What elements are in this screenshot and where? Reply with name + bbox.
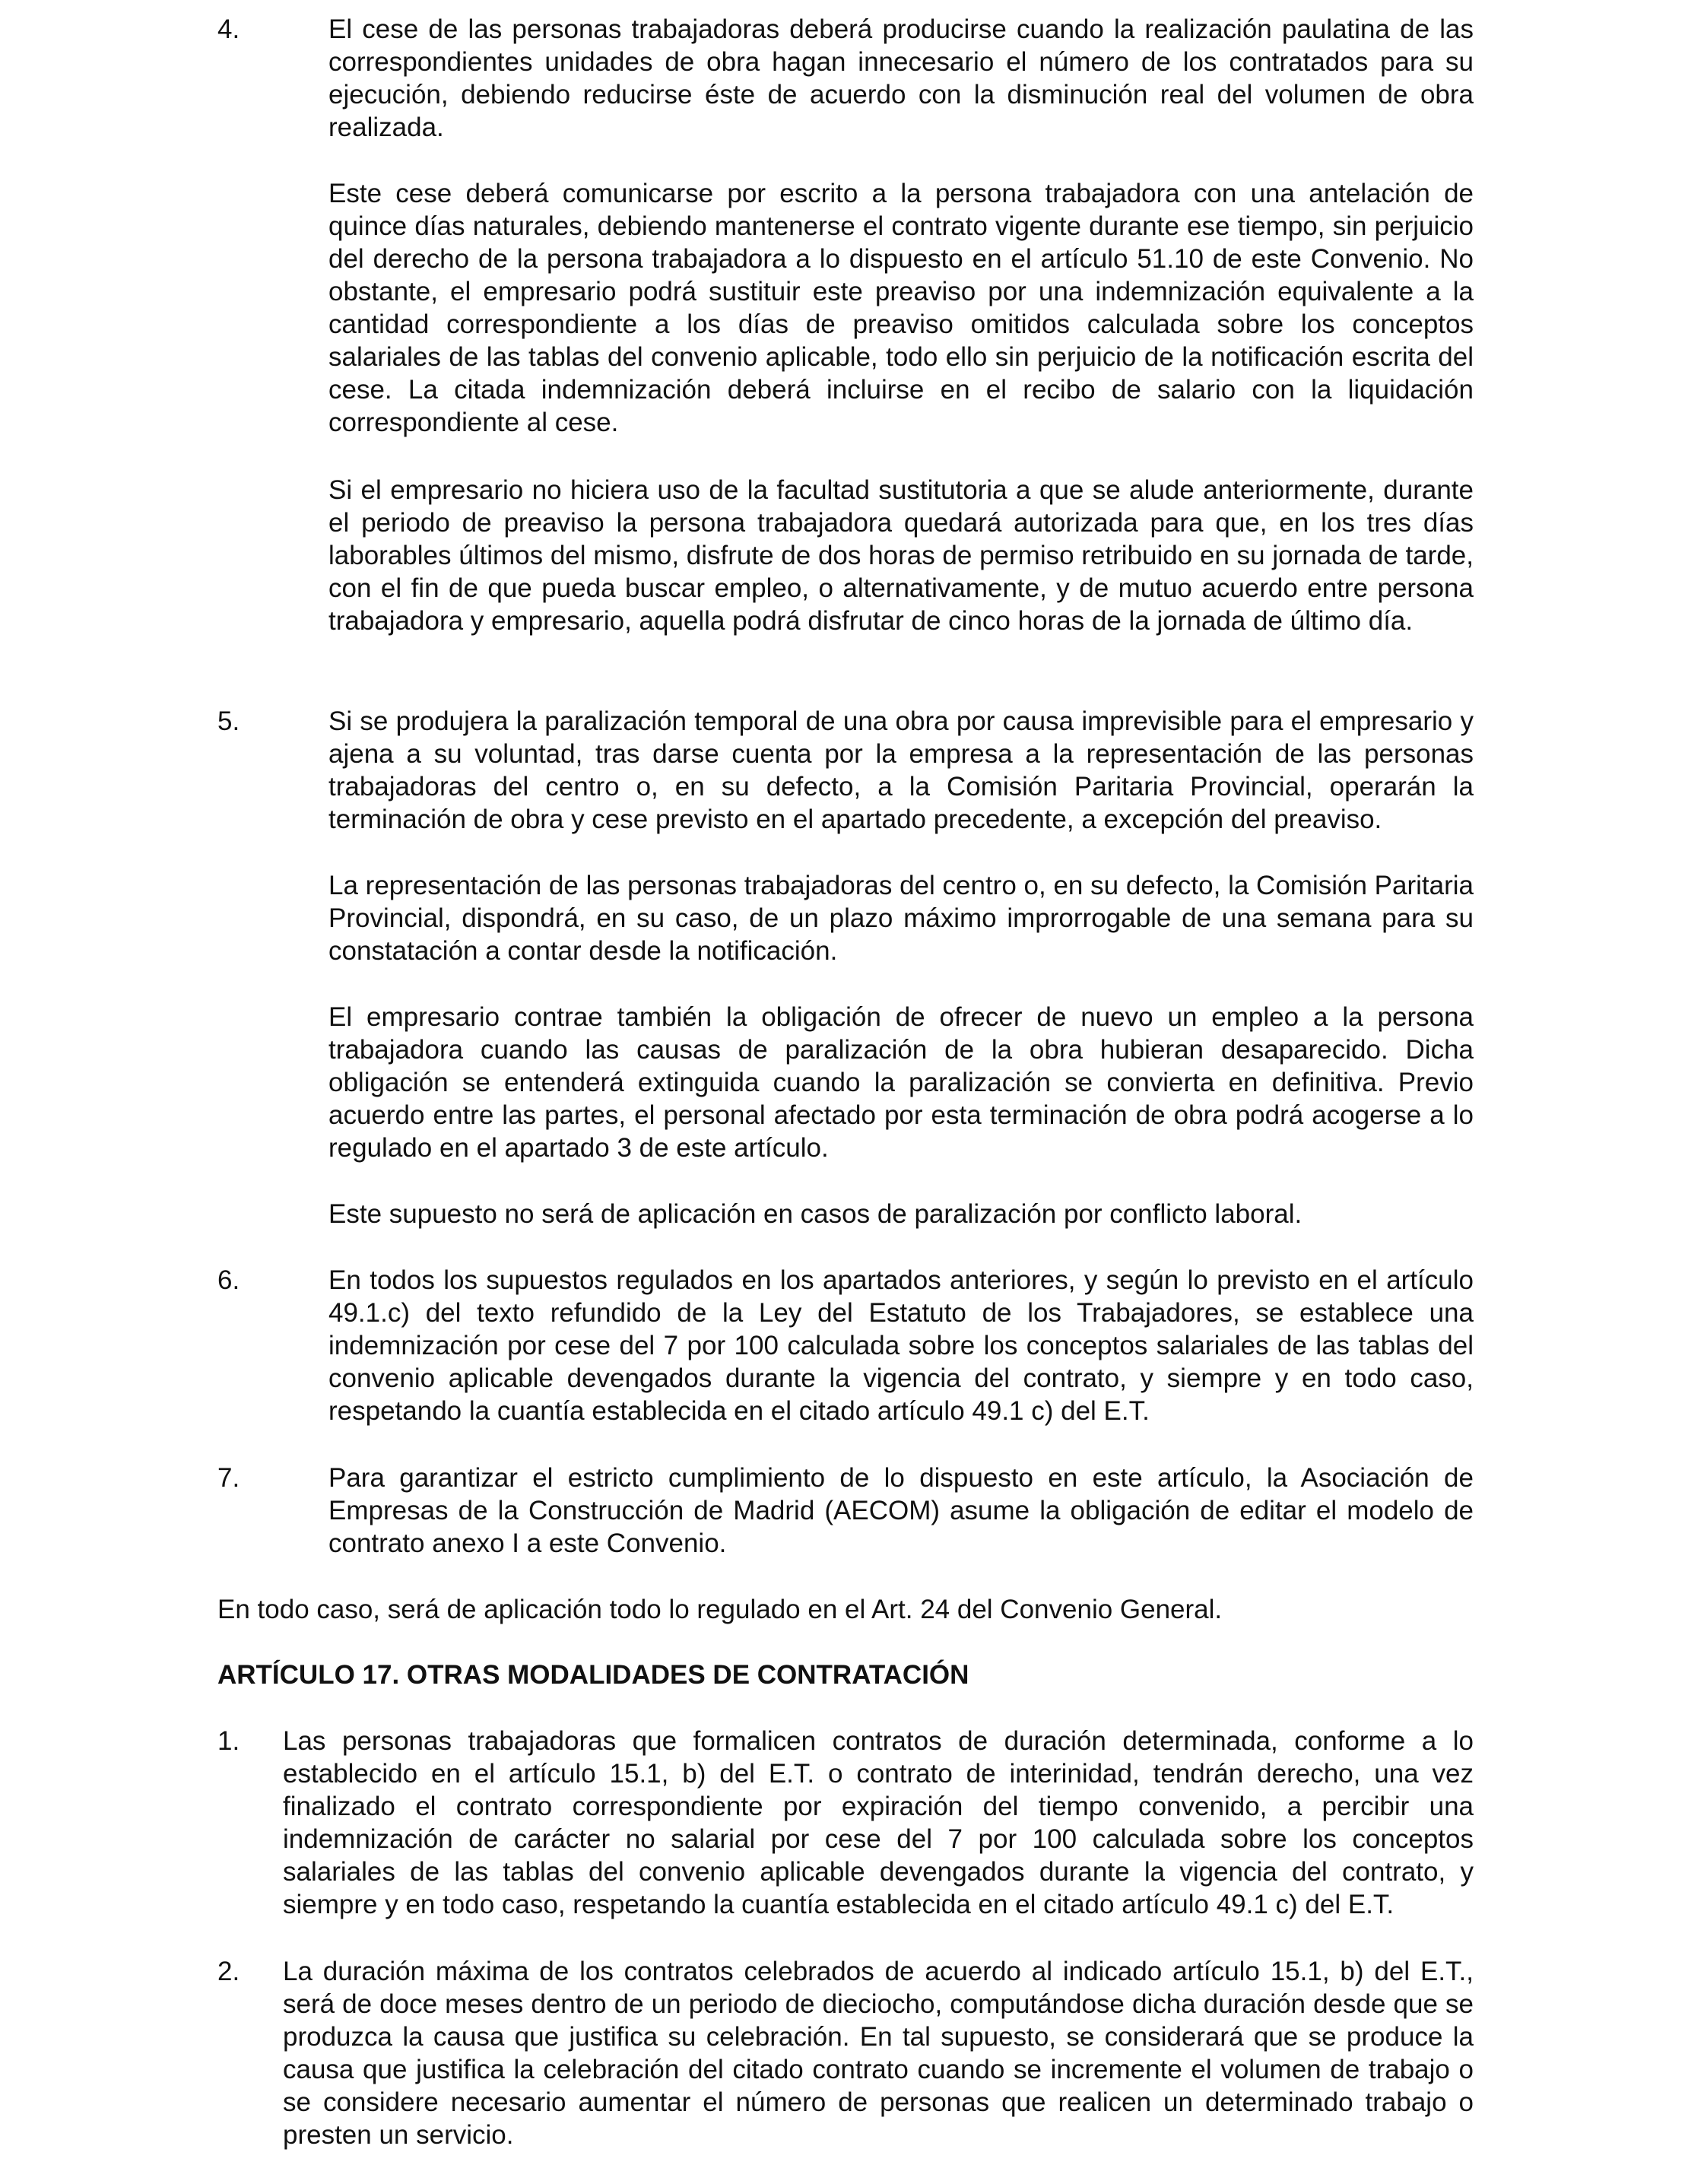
item-4-paragraph-3: Si el empresario no hiciera uso de la facultad sustitutoria a que se alude anteriormente, durante el periodo de preaviso la persona trabajadora quedará autorizada para que, en los tres días laborables últimos del mismo, disfrute de dos horas de permiso retribuido en su jornada de tarde, con el fin de que pueda buscar empleo, o alternativamente, y de mutuo acuerdo entre persona trabajadora y empresario, aquella podrá disfrutar de cinco horas de la jornada de último día.	[328, 475, 1474, 636]
article-17-item-2-text: La duración máxima de los contratos celebrados de acuerdo al indicado artículo 15.1, b) del E.T., será de doce meses dentro de un periodo de dieciocho, computándose dicha duración desde que se produzca la causa que justifica su celebración. En tal supuesto, se considerará que se produce la causa que justifica la celebración del citado contrato cuando se incremente el volumen de trabajo o se considere necesario aumentar el número de personas que realicen un determinado trabajo o presten un servicio.	[283, 1957, 1474, 2150]
item-number-5: 5.	[217, 706, 240, 736]
item-5-paragraph-2: La representación de las personas trabajadoras del centro o, en su defecto, la Comisión Paritaria Provincial, dispondrá, en su caso, de un plazo máximo improrrogable de una semana para su constatación a contar desde la notificación.	[328, 871, 1474, 966]
item-number-6: 6.	[217, 1265, 240, 1295]
item-number-7: 7.	[217, 1463, 240, 1493]
item-6-paragraph-1: En todos los supuestos regulados en los apartados anteriores, y según lo previsto en el artículo 49.1.c) del texto refundido de la Ley del Estatuto de los Trabajadores, se establece una indemnización por cese del 7 por 100 calculada sobre los conceptos salariales de las tablas del convenio aplicable devengados durante la vigencia del contrato, y siempre y en todo caso, respetando la cuantía establecida en el citado artículo 49.1 c) del E.T.	[328, 1265, 1474, 1426]
item-5-paragraph-3: El empresario contrae también la obligación de ofrecer de nuevo un empleo a la persona trabajadora cuando las causas de paralización de la obra hubieran desaparecido. Dicha obligación se entenderá extinguida cuando la paralización se convierta en definitiva. Previo acuerdo entre las partes, el personal afectado por esta terminación de obra podrá acogerse a lo regulado en el apartado 3 de este artículo.	[328, 1002, 1474, 1163]
article-17-heading: ARTÍCULO 17. OTRAS MODALIDADES DE CONTRATACIÓN	[217, 1660, 969, 1690]
item-5-paragraph-1: Si se produjera la paralización temporal de una obra por causa imprevisible para el empresario y ajena a su voluntad, tras darse cuenta por la empresa a la representación de las personas trabajadoras del centro o, en su defecto, a la Comisión Paritaria Provincial, operarán la terminación de obra y cese previsto en el apartado precedente, a excepción del preaviso.	[328, 706, 1474, 834]
item-4-paragraph-1: El cese de las personas trabajadoras deberá producirse cuando la realización paulatina de las correspondientes unidades de obra hagan innecesario el número de los contratados para su ejecución, debiendo reducirse éste de acuerdo con la disminución real del volumen de obra realizada.	[328, 14, 1474, 142]
article-17-item-number-2: 2.	[217, 1957, 240, 1986]
closing-paragraph: En todo caso, será de aplicación todo lo regulado en el Art. 24 del Convenio General.	[217, 1595, 1223, 1624]
item-7-paragraph-1: Para garantizar el estricto cumplimiento de lo dispuesto en este artículo, la Asociación de Empresas de la Construcción de Madrid (AECOM) asume la obligación de editar el modelo de contrato anexo I a este Convenio.	[328, 1463, 1474, 1558]
article-17-item-1-text: Las personas trabajadoras que formalicen contratos de duración determinada, conforme a lo establecido en el artículo 15.1, b) del E.T. o contrato de interinidad, tendrán derecho, una vez finalizado el contrato correspondiente por expiración del tiempo convenido, a percibir una indemnización de carácter no salarial por cese del 7 por 100 calculada sobre los conceptos salariales de las tablas del convenio aplicable devengados durante la vigencia del contrato, y siempre y en todo caso, respetando la cuantía establecida en el citado artículo 49.1 c) del E.T.	[283, 1726, 1474, 1919]
item-5-paragraph-4: Este supuesto no será de aplicación en casos de paralización por conflicto laboral.	[328, 1199, 1302, 1229]
item-4-paragraph-2: Este cese deberá comunicarse por escrito a la persona trabajadora con una antelación de quince días naturales, debiendo mantenerse el contrato vigente durante ese tiempo, sin perjuicio del derecho de la persona trabajadora a lo dispuesto en el artículo 51.10 de este Convenio. No obstante, el empresario podrá sustituir este preaviso por una indemnización equivalente a la cantidad correspondiente a los días de preaviso omitidos calculada sobre los conceptos salariales de las tablas del convenio aplicable, todo ello sin perjuicio de la notificación escrita del cese. La citada indemnización deberá incluirse en el recibo de salario con la liquidación correspondiente al cese.	[328, 179, 1474, 437]
item-number-4: 4.	[217, 14, 240, 44]
article-17-item-number-1: 1.	[217, 1726, 240, 1756]
